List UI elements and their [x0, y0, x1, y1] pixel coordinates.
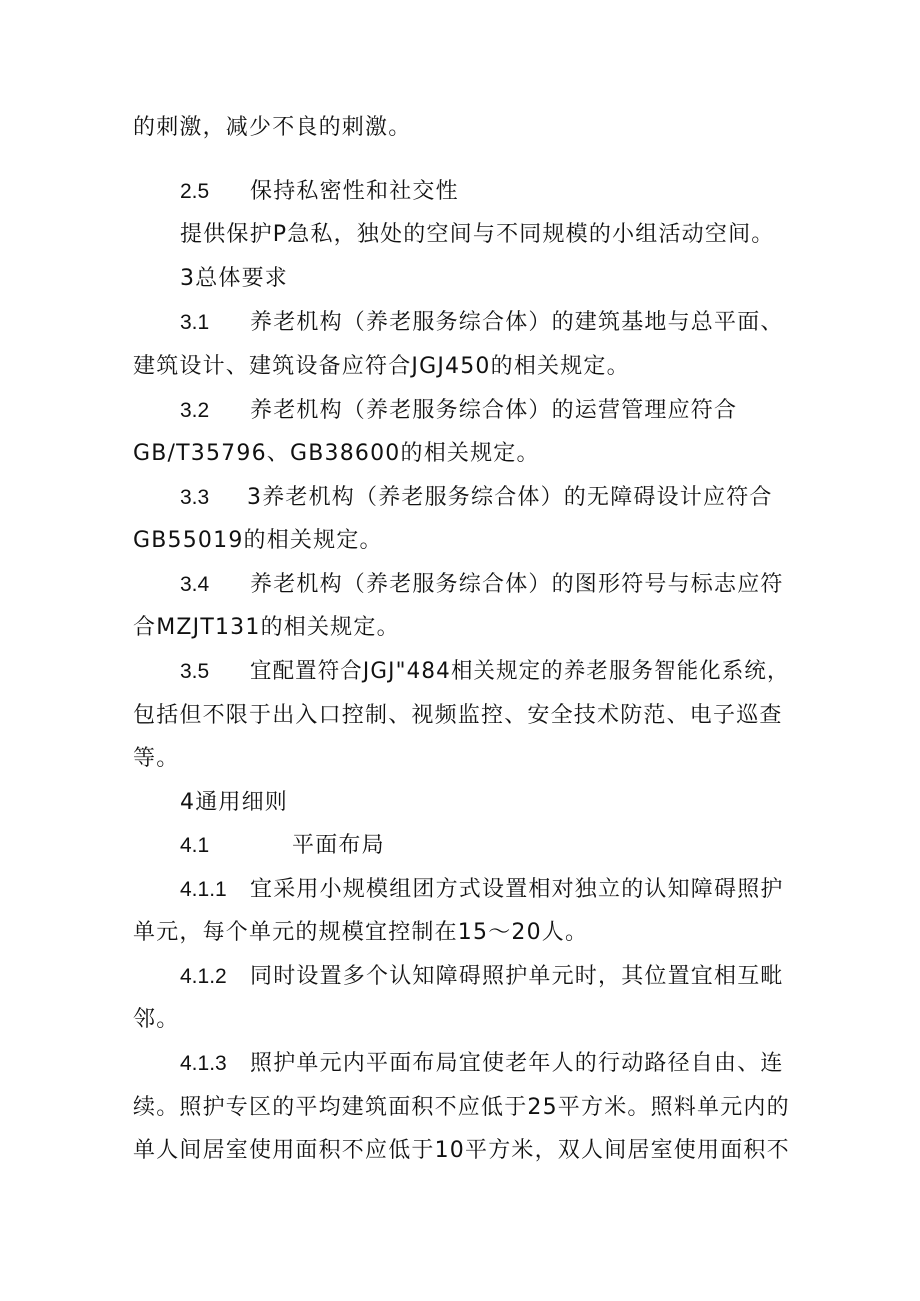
section-title: 平面布局: [292, 833, 385, 858]
section-number: 2.5: [180, 180, 210, 203]
line-text: 单元，每个单元的规模宜控制在15～20人。: [133, 920, 589, 945]
line-text: 照护单元内平面布局宜使老年人的行动路径自由、连: [250, 1051, 784, 1076]
line-text: 同时设置多个认知障碍照护单元时，其位置宜相互毗: [250, 964, 784, 989]
line-text: 宜采用小规模组团方式设置相对独立的认知障碍照护: [250, 877, 784, 902]
line-text: 3养老机构（养老服务综合体）的无障碍设计应符合: [247, 485, 773, 510]
clause-number: 4.1.1: [180, 878, 227, 901]
line-text: 建筑设计、建筑设备应符合JGJ450的相关规定。: [133, 354, 630, 379]
line-text: 等。: [133, 746, 180, 771]
line-text: 包括但不限于出入口控制、视频监控、安全技术防范、电子巡查: [133, 703, 783, 728]
clause-number: 3.1: [180, 311, 210, 334]
line-text: 的刺激，减少不良的刺激。: [133, 115, 412, 140]
clause-number: 3.4: [180, 573, 210, 596]
section-number: 4.1: [180, 834, 210, 857]
clause-number: 4.1.3: [180, 1052, 227, 1075]
clause-number: 3.3: [180, 486, 210, 509]
line-text: 养老机构（养老服务综合体）的运营管理应符合: [250, 398, 738, 423]
line-text: 宜配置符合JGJ"484相关规定的养老服务智能化系统，: [250, 659, 790, 684]
line-text: 合MZJT131的相关规定。: [133, 615, 400, 640]
line-text: 续。照护专区的平均建筑面积不应低于25平方米。照料单元内的: [133, 1095, 790, 1120]
line-text: 邻。: [133, 1007, 180, 1032]
line-text: 单人间居室使用面积不应低于10平方米，双人间居室使用面积不: [133, 1138, 790, 1163]
line-text: 养老机构（养老服务综合体）的建筑基地与总平面、: [250, 310, 784, 335]
line-text: GB55019的相关规定。: [133, 528, 383, 553]
line-text: 提供保护P急私，独处的空间与不同规模的小组活动空间。: [180, 222, 775, 247]
line-text: 养老机构（养老服务综合体）的图形符号与标志应符: [250, 572, 784, 597]
clause-number: 4.1.2: [180, 965, 227, 988]
clause-number: 3.2: [180, 399, 210, 422]
clause-number: 3.5: [180, 660, 210, 683]
section-title: 3总体要求: [180, 266, 288, 291]
section-title: 4通用细则: [180, 790, 288, 815]
section-title: 保持私密性和社交性: [250, 179, 459, 204]
line-text: GB/T35796、GB38600的相关规定。: [133, 441, 540, 466]
